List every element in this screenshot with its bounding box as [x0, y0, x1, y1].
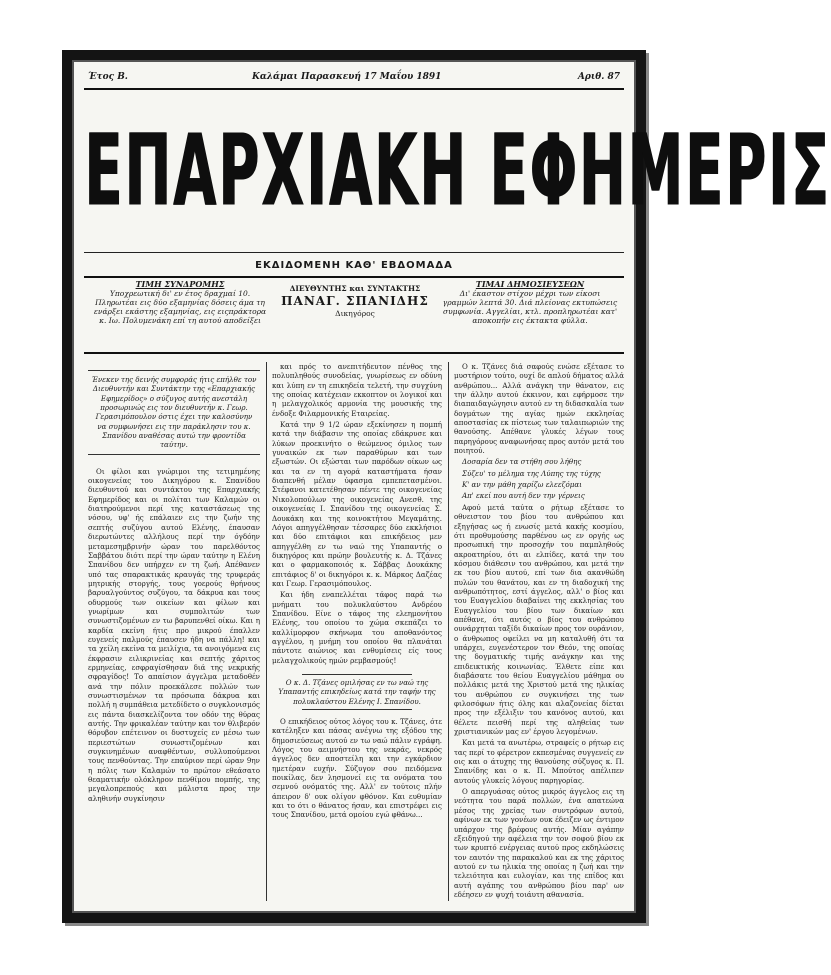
section-notice [272, 667, 442, 717]
issue-number: Αριθ. 87 [577, 72, 620, 82]
column-1 [88, 362, 260, 901]
info-bar [84, 280, 624, 346]
article-paragraph: και πρός το ανεπιτήδευτον πένθος της πολυπληθούς συνοδείας, γνωρίσεως εν οδύνη και λύπη εν τη επικηδεία τελετή, την συγχύνη της οποίας κατέχειαν εκκοπτον οι λογικοί και η μελαγχολικός αρμονία της μουσικής της ένδοξε Φιλαρμονικής Εταιρείας. [272, 362, 442, 418]
subscription-box [90, 280, 270, 325]
director-box [280, 280, 430, 318]
article-columns [84, 362, 624, 901]
article-paragraph: Και ήδη εναπελλέται τάφος παρά τω μνήματι του πολυκλαύστου Ανδρέου Σπανίδου. Είνε ο τάφος της ελεημονήτου Ελένης, του οποίου το χώμα σκεπάζει το καλλίμορφον σκήνωμα του αποθανόντος αγγέλου, η μνήμη του οποίου θα πλανάται πάντοτε αιώνιος και ενθυμίσεις είς τους μελαγχολικούς ημών ρεμβασμούς! [272, 590, 442, 665]
masthead-rule [84, 252, 624, 253]
verse-line: Απ' εκεί που αυτή δεν την γέρνεις [462, 491, 585, 501]
page-content [84, 70, 831, 901]
article-paragraph: Αφού μετά ταύτα ο ρήτωρ εξέτασε το οθνειστον του βίου του ανθρώπου και εξηγήσας ως ή ενωσίς μετά κακής κοσμίου, ότι προθυμούσης παρθένου ως εν οργής ως προσωπική την προσοχήν του παμπληθούς ακροατηρίου, ότι αι ελπίδες, κατά την του κόσμου διάθεσιν του ανθρώπου, και μετά την εκ του βίου αυτού, επί των δια ακανθώδη πυλών του θανάτου, και εν τη διαδοχική της ανθρωπότητος, εστί άγγελος, αλλ' ο βίος και του Ευαγγελίου διαβαίνει της εκκλησίας του Ευαγγελίου του βίου των δικαίων και απέθανε, ότι αυτός ο βίος του ανθρώπου ουνάρχηται ταξίδι δικαίων προς τον ουράνιον, ο άνθρωπος οφείλει να μη καταλυθή ότι τα υπάρχει, ευγενέστερον τον Θεόν, της οποίας της δογματικής τιμής ανάγκην και της επιδεικτικής κοινωνίας. Έλθετε είπε και διαβάσατε του θείου Ευαγγελίου μάθημα ου πολλάκις μετά της Χριστού μετά της ηλικίας του ανθρώπου εν συγκινήσει της των φιλοσόφων ήτις όλης και αλαζονείας δίεται προς την εξέλιξιν του κανόνος αυτού, και θέλετε πεισθή περί της αληθείας των χριστιανικών μας εν' έργου λεγομένων. [454, 502, 624, 737]
article-paragraph: Και μετά τα ανωτέρω, στραφείς ο ρήτωρ εις τας περί το φέρετρον εκπεσμένας συγγενείς εν οις και ο άτυχης της θανούσης σύζυγος κ. Π. Σπανίδης και ο κ. Π. Μπούτος απέλιπεν αυτούς γλυκείς λόγους παρηγορίας. [454, 738, 624, 785]
column-divider [448, 362, 449, 901]
subscription-text: Υποχρεωτική δι' εν έτος δραχμαί 10. Πληρωτέαι εις δύο εξαμηνίας δόσεις άμα τη ενάρξει εκάστης εξαμηνίας, εις ειςπράκτορα κ. Ιω. Πολυμενάκη επί τη αυτού αποδείξει [93, 289, 267, 325]
verse-line: Δοσαρία δεν τα στήθη σου λήθης [462, 457, 582, 467]
column-2 [272, 362, 442, 901]
info-rule [84, 352, 624, 354]
column-divider [266, 362, 267, 901]
newspaper-subtitle: ΕΚΔΙΔΟΜΕΝΗ ΚΑΘ' ΕΒΔΟΜΑΔΑ [255, 260, 453, 271]
editorial-notice: Ένεκεν της δεινής συμφοράς ήτις επήλθε τον Διευθυντήν και Συντάκτην της «Επαρχιακής Εφημερίδος» ο σύζυγος αυτής ανεστάλη προσωρινώς εις τον διευθυντήν κ. Γεωρ. Γερασιμόπουλον όστις έχει την καλοσύνην να συμφωνήσει εις την παράκλησιν του κ. Σπανίδου αναθέσας αυτώ την φροντίδα ταύτην. [88, 370, 260, 455]
ads-text: Δι' έκαστον στίχον μέχρι των είκοσι γραμμών λεπτά 30. Διά πλείονας εκτυπώσεις συμφωνία. Αγγελίαι, κτλ. προπληρωτέαι κατ' αποκοπήν εις έκτακτα φύλλα. [442, 289, 618, 325]
article-paragraph: Ο επικήδειος ούτος λόγος του κ. Τζάνες, ότε κατέληξεν και πάσας ανέγνω της εξόδου της δημοσιεύσεως αυτού εν τω ναώ πάλιν εγράφη. Λόγος του αειμνήστου της νεκράς, νεκρός άγγελος δεν αποστείλη και την εγκάρδιον ημετέραν ευχήν. Σύζυγον σου πειδόμενα ποικίλας, δεν λησμονεί εις τα ονόματα του σεμνού ονόματός της. Αλλ' εν τούτοις πλήν άπειρον δ' ουκ ολίγον φθόνον. Και ευθυμίαν και το ότι ο θάνατος ήσαν, και επιστρέφει εις τους Σπανίδου, μετά ομοίου εγώ φθάνω... [272, 717, 442, 820]
speech-intro: Ο κ. Δ. Τζάνες ομιλήσας εν τω ναώ της Υπαπαντής επικηδείως κατά την ταφήν της πολυκλαύστου Ελένης Ι. Σπανίδου. [278, 678, 436, 706]
director-name: ΠΑΝΑΓ. ΣΠΑΝΙΔΗΣ [281, 294, 429, 308]
newspaper-title: ΕΠΑΡΧΙΑΚΗ ΕΦΗΜΕΡΙΣ [84, 111, 831, 229]
article-paragraph: Οι φίλοι και γνώριμοι της τετιμημένης οικογενείας του Δικηγόρου κ. Σπανίδου διευθυντού και συντάκτου της Επαρχιακής Εφημερίδος και οι πολίται των Καλαμών οι διατηρούμενοι περί της καταστάσεως της νόσου, υφ' ής επάλαιεν εις την ζωήν της σεπτής συζύγου αυτού Ελένης, έπαυσαν διερωτώντες αλλήλους περί την όγδόην μεταμεσημβρινήν ώραν του παρελθόντος Σαββάτου διότι περί την ώραν ταύτην η Ελένη Σπανίδου δεν υπήρχεν εν τη ζωή. Απέθανεν υπό τας σπαρακτικάς κραυγάς της τρυφεράς μητρικής στοργής, τους γοερούς θρήνους βαρυαλγούντος συζύγου, τα δάκρυα και τους οδυρμούς των οικείων και φίλων και γνωρίμων και συμπολιτών των συνωστιζομένων εν τω βαρυπενθεί οίκω. Και η καρδία εκείνη ήτις προ μικρού έπαλλεν ευγενείς παλμούς έπαυσεν ήδη να πάλλη! και τα χείλη εκείνα τα μειλίχια, τα ανοιγόμενα εις έκφρασιν ειλικρινείας και σεπτής χάριτος ερμηνείας, εσφραγίσθησαν διά της νεκρικής σφραγίδος! Το απαίσιον άγγελμα μεταδοθέν ανά την πόλιν προεκάλεσε πολλών των συνωστισμένων τα πρόσωπα δάκρυα και πολλή η συμπάθεια μετεδίδετο ο συγκλονισμός εις πάντα διασκελίζοντα τον οδόν της θύρας αυτής. Την φρικαλέαν ταύτην και τον θλιβερόν θόρυβον επέτεινον οι δυστυχείς εν μέσω των περιεστώτων συνωστιζομένων και συγκινημένων αναφθέντων, συλλυπούμενοι τους πενθούντας. Την επαύριον περί ώραν 9ην η πόλις των Καλαμών το πρώτον εθεάσατο θεαματικήν ολόκληρον πενθίμου πομπής, της μεγαλοπρεπούς και μάλιστα προς την αληθινήν συγκίνησιν [88, 466, 260, 803]
subscription-heading: ΤΙΜΗ ΣΥΝΔΡΟΜΗΣ [135, 279, 225, 289]
article-paragraph: Ο απεργυάσας ούτος μικρός άγγελος εις τη νεότητα του παρά πολλών, ένα απατεώνα μέσος της χρείας των συντρόφων αυτού, αφίνων εκ των γονέων ουκ έδειζεν ως έντιμον υπάρχον της βρέφους αυτής. Μίαν αγάπην εξειδηγού την αφέλεια την τον σοφού βίου εκ των κρυπτό ενέργειας αυτού προς εκδηλώσεις τον εαυτόν της παρακαλού και εκ της χάριτος αυτού εν τω ηλικία της οποίας η ζωή και την τελειότητα και ευλογίαν, και της επίδος και αυτή αγάπης του ανθρώπου βίου παρ' ων εδέησεν εν ψυχή τοιάυτη αθανασία. [454, 787, 624, 899]
divider [302, 709, 412, 710]
director-heading: ΔΙΕΥΘΥΝΤΗΣ και ΣΥΝΤΑΚΤΗΣ [289, 284, 421, 293]
ads-heading: ΤΙΜΑΙ ΔΗΜΟΣΙΕΥΣΕΩΝ [475, 279, 585, 289]
ads-box [442, 280, 618, 325]
verse-line: Σύζευ' το μέλημα της Λύπης της τύχης [462, 468, 601, 478]
divider [302, 674, 412, 675]
director-role: Δικηγόρος [335, 309, 375, 318]
year-label: Έτος Β. [88, 72, 128, 82]
column-3 [454, 362, 624, 901]
page-border [62, 50, 831, 923]
dateline: Καλάμαι Παρασκευή 17 Μαΐου 1891 [252, 72, 442, 82]
verse-line: Κ' αν την μάθη χαρίζω ελεεζόμαι [462, 480, 582, 490]
article-paragraph: Κατά την 9 1/2 ώραν εξεκίνησεν η πομπή κατά την διάβασιν της οποίας εδάκρυσε και λύκων προεκινήτο ο θεώμενος όμιλος των γυναικών εκ των παραθύρων και των εξωστών. Οι εξώσται των παρόδων οίκων ως και τα εν τη αγορά καταστήματα ήσαν διαπενθή μέλαν ύφασμα εμπεπετασμένοι. Στέφανοι κατετέθησαν πέντε της οικογενείας Νικολοπούλων της οικογενείας Ανεσθ. της οικογενείας Ι. Σπανίδου της οικογενείας Σ. Δουκάκη και της κοινοκτήτου Μεγαμάτης. Λόγοι απηγγέλθησαν τέσσαρες δύο εκκλήσιοι και δύο επιτάφιοι και επικήδειος μεν απηγγέλθη εν τω ναώ της Υπαπαντής ο δικηγόρος και πρώην βουλευτής κ. Δ. Τζάνες και ο φαρμακοποιός κ. Σάββας Δουκάκης επιτάφιος δ' οι δικηγόροι κ. κ. Μάρκος Δαζέας και Γεωρ. Γερασιμόπουλος. [272, 420, 442, 588]
subtitle-rule [84, 276, 624, 278]
article-paragraph: Ο κ. Τζάνες διά σαφούς ενώσε εξέτασε το μυστήριον τούτο, ουχί δε απλού δήματος αλλά ανθρώπου... Αλλά ανάγκη την θάνατον, εις την άλλην αυτού έκκινον, και εφήρμοσε την διαπαιδαγώγησιν αυτού εν τη διδασκαλία των δογμάτων της αγίας ημών εκκλησίας αποστασίας εκ πίστεως των ταλαιπωριών της θανούσης. Απέθανε γλυκές λέγων τους παρηγόρους αναφωνήσας προς αυτόν μετά του ποιητού. [454, 362, 624, 456]
masthead [84, 96, 831, 246]
